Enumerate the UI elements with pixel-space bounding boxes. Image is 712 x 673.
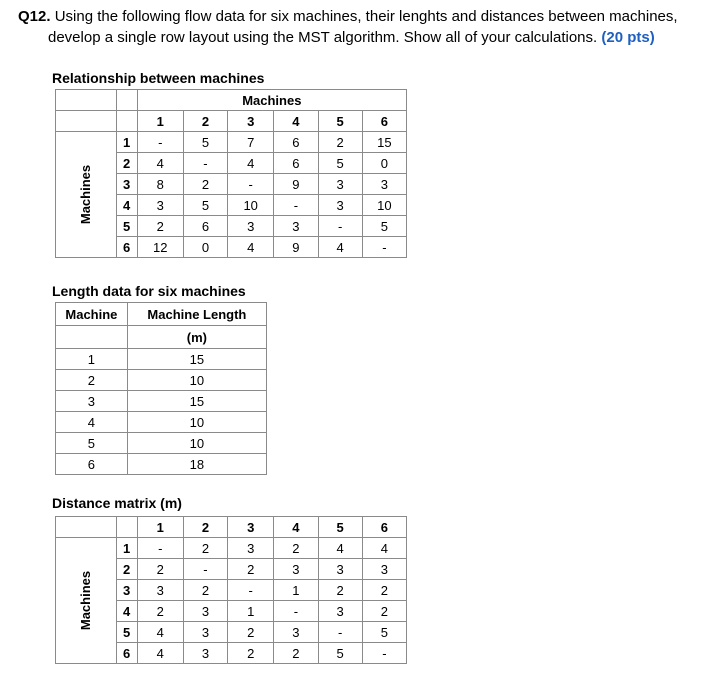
length-col-length-header: Machine Length xyxy=(127,303,266,326)
question-line-2: develop a single row layout using the MST algorithm. Show all of your calculations. xyxy=(48,29,598,46)
relationship-row-header: 2 xyxy=(116,153,137,174)
distance-cell: 2 xyxy=(183,580,227,601)
distance-cell: 4 xyxy=(362,538,406,559)
length-value-cell: 15 xyxy=(127,391,266,412)
relationship-col-header: 2 xyxy=(183,111,227,132)
table-row xyxy=(56,538,407,559)
distance-col-header: 1 xyxy=(137,517,183,538)
distance-cell: 3 xyxy=(318,601,362,622)
relationship-cell: 3 xyxy=(274,216,318,237)
distance-cell: 2 xyxy=(274,643,318,664)
relationship-cell: - xyxy=(362,237,406,258)
distance-col-header: 5 xyxy=(318,517,362,538)
relationship-cell: 4 xyxy=(318,237,362,258)
relationship-row-header: 6 xyxy=(116,237,137,258)
relationship-cell: - xyxy=(318,216,362,237)
relationship-cell: 2 xyxy=(137,216,183,237)
relationship-cell: 4 xyxy=(228,153,274,174)
distance-cell: - xyxy=(362,643,406,664)
distance-row-header: 4 xyxy=(116,601,137,622)
relationship-row-header: 5 xyxy=(116,216,137,237)
distance-cell: 3 xyxy=(362,559,406,580)
length-table xyxy=(55,302,267,475)
relationship-cell: 6 xyxy=(183,216,227,237)
relationship-cell: 3 xyxy=(362,174,406,195)
relationship-cell: 2 xyxy=(318,132,362,153)
distance-cell: 2 xyxy=(228,643,274,664)
relationship-cell: 6 xyxy=(274,153,318,174)
distance-cell: 2 xyxy=(362,601,406,622)
relationship-col-header: 6 xyxy=(362,111,406,132)
length-machine-cell: 5 xyxy=(56,433,128,454)
relationship-cell: 4 xyxy=(137,153,183,174)
distance-cell: 3 xyxy=(274,622,318,643)
distance-cell: 2 xyxy=(183,538,227,559)
distance-cell: 3 xyxy=(274,559,318,580)
relationship-table xyxy=(55,89,407,258)
relationship-cell: 10 xyxy=(228,195,274,216)
distance-cell: 1 xyxy=(228,601,274,622)
relationship-row-group-label xyxy=(56,132,117,258)
distance-caption: Distance matrix (m) xyxy=(52,495,182,511)
length-value-cell: 10 xyxy=(127,370,266,391)
relationship-row-header: 3 xyxy=(116,174,137,195)
relationship-cell: 12 xyxy=(137,237,183,258)
relationship-col-group-label: Machines xyxy=(137,90,406,111)
distance-row-group-label-text: Machines xyxy=(78,570,94,631)
distance-cell: 4 xyxy=(137,643,183,664)
distance-matrix-table xyxy=(55,516,407,664)
relationship-cell: - xyxy=(137,132,183,153)
distance-cell: 4 xyxy=(318,538,362,559)
distance-cell: 3 xyxy=(183,622,227,643)
distance-cell: 3 xyxy=(318,559,362,580)
relationship-cell: - xyxy=(183,153,227,174)
table-row xyxy=(56,132,407,153)
distance-cell: 5 xyxy=(362,622,406,643)
relationship-cell: 0 xyxy=(183,237,227,258)
relationship-col-header: 3 xyxy=(228,111,274,132)
length-value-cell: 15 xyxy=(127,349,266,370)
distance-cell: 3 xyxy=(137,580,183,601)
distance-col-header: 4 xyxy=(274,517,318,538)
distance-cell: 2 xyxy=(228,559,274,580)
relationship-cell: 8 xyxy=(137,174,183,195)
length-machine-cell: 4 xyxy=(56,412,128,433)
relationship-row-header: 4 xyxy=(116,195,137,216)
length-machine-cell: 6 xyxy=(56,454,128,475)
distance-cell: - xyxy=(137,538,183,559)
length-col-machine-header: Machine xyxy=(56,303,128,326)
relationship-col-header: 1 xyxy=(137,111,183,132)
distance-cell: 3 xyxy=(183,601,227,622)
distance-row-header: 5 xyxy=(116,622,137,643)
relationship-cell: 6 xyxy=(274,132,318,153)
distance-row-header: 1 xyxy=(116,538,137,559)
distance-cell: 2 xyxy=(274,538,318,559)
question-points: (20 pts) xyxy=(601,29,655,46)
relationship-cell: 7 xyxy=(228,132,274,153)
distance-cell: 2 xyxy=(137,601,183,622)
relationship-cell: 5 xyxy=(318,153,362,174)
distance-cell: 3 xyxy=(183,643,227,664)
relationship-cell: 10 xyxy=(362,195,406,216)
relationship-cell: 2 xyxy=(183,174,227,195)
distance-col-header: 3 xyxy=(228,517,274,538)
distance-cell: 3 xyxy=(228,538,274,559)
relationship-row-group-label-text: Machines xyxy=(78,164,94,225)
distance-cell: - xyxy=(228,580,274,601)
question-text xyxy=(18,6,708,48)
relationship-cell: 5 xyxy=(183,132,227,153)
relationship-cell: 15 xyxy=(362,132,406,153)
question-number: Q12. xyxy=(18,8,51,25)
relationship-cell: - xyxy=(274,195,318,216)
distance-cell: 1 xyxy=(274,580,318,601)
length-caption: Length data for six machines xyxy=(52,283,246,299)
distance-row-header: 6 xyxy=(116,643,137,664)
length-machine-cell: 3 xyxy=(56,391,128,412)
length-value-cell: 10 xyxy=(127,412,266,433)
distance-col-header: 2 xyxy=(183,517,227,538)
distance-cell: 5 xyxy=(318,643,362,664)
distance-row-group-label xyxy=(56,538,117,664)
distance-cell: 2 xyxy=(137,559,183,580)
table-row xyxy=(56,391,267,412)
relationship-col-header: 4 xyxy=(274,111,318,132)
question-line-1: Using the following flow data for six machines, their lenghts and distances between machines, xyxy=(54,8,678,25)
relationship-row-header: 1 xyxy=(116,132,137,153)
distance-row-header: 3 xyxy=(116,580,137,601)
relationship-caption: Relationship between machines xyxy=(52,70,265,86)
relationship-cell: 9 xyxy=(274,174,318,195)
table-row xyxy=(56,412,267,433)
relationship-cell: 3 xyxy=(228,216,274,237)
table-row xyxy=(56,349,267,370)
relationship-cell: 3 xyxy=(318,174,362,195)
relationship-cell: 5 xyxy=(183,195,227,216)
distance-cell: - xyxy=(183,559,227,580)
distance-cell: 2 xyxy=(362,580,406,601)
distance-col-header: 6 xyxy=(362,517,406,538)
distance-cell: - xyxy=(274,601,318,622)
relationship-cell: 9 xyxy=(274,237,318,258)
table-row xyxy=(56,454,267,475)
relationship-cell: - xyxy=(228,174,274,195)
distance-cell: - xyxy=(318,622,362,643)
relationship-cell: 3 xyxy=(318,195,362,216)
relationship-cell: 0 xyxy=(362,153,406,174)
length-machine-cell: 1 xyxy=(56,349,128,370)
relationship-cell: 3 xyxy=(137,195,183,216)
distance-cell: 2 xyxy=(228,622,274,643)
length-col-length-unit: (m) xyxy=(127,326,266,349)
table-row xyxy=(56,433,267,454)
length-machine-cell: 2 xyxy=(56,370,128,391)
length-value-cell: 18 xyxy=(127,454,266,475)
distance-cell: 4 xyxy=(137,622,183,643)
length-value-cell: 10 xyxy=(127,433,266,454)
relationship-col-header: 5 xyxy=(318,111,362,132)
distance-row-header: 2 xyxy=(116,559,137,580)
relationship-cell: 5 xyxy=(362,216,406,237)
distance-cell: 2 xyxy=(318,580,362,601)
relationship-cell: 4 xyxy=(228,237,274,258)
table-row xyxy=(56,370,267,391)
